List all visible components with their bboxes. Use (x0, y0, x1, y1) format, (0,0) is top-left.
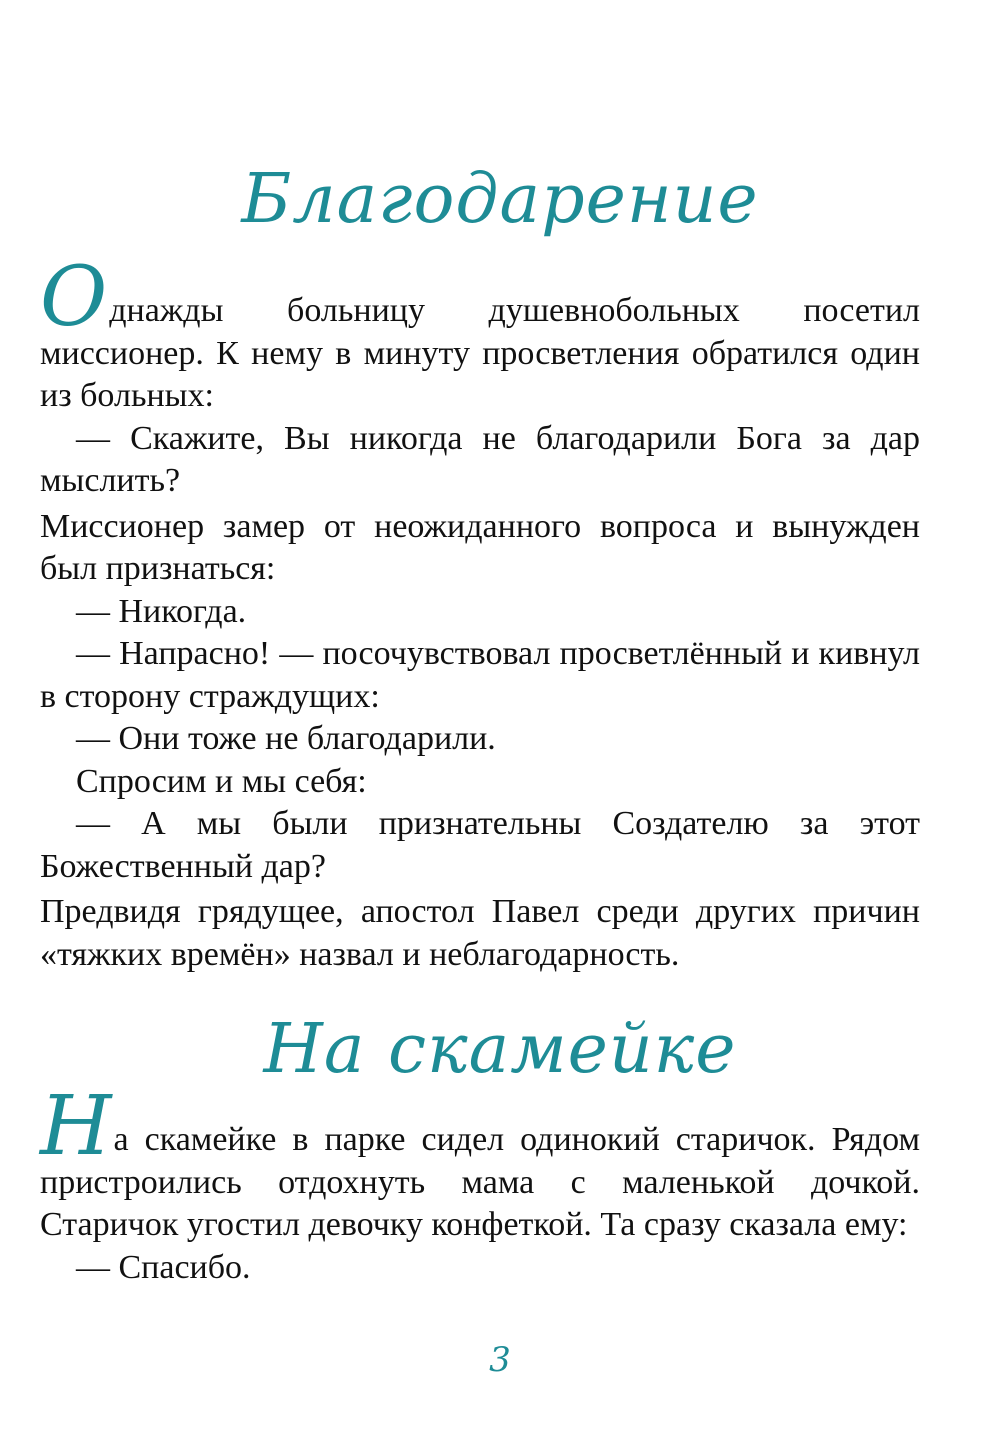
drop-cap: Н (40, 1079, 112, 1174)
paragraph: Миссионер замер от неожиданного вопроса и вынужден был признаться: (40, 507, 920, 587)
paragraph (40, 1079, 920, 1247)
section-body (40, 1079, 920, 1289)
paragraph: — Они тоже не благодарили. (76, 720, 496, 757)
paragraph-text: а скамейке в парке сидел одинокий старичок. Рядом пристроились отдохнуть мама с маленькой дочкой. Старичок угостил девочку конфеткой. Та сразу сказала ему: (40, 1121, 920, 1243)
paragraph-text: днажды больницу душевнобольных посетил миссионер. К нему в минуту просветления обратился один из больных: (40, 292, 920, 414)
paragraph: — Скажите, Вы никогда не благодарили Бога за дар мыслить? (40, 419, 920, 499)
paragraph: Предвидя грядущее, апостол Павел среди других причин «тяжких времён» назвал и неблагодарность. (40, 893, 920, 973)
section-body (40, 250, 920, 976)
paragraph: — Никогда. (76, 592, 247, 630)
section-title: Благодарение (241, 160, 759, 239)
paragraph: — А мы были признательны Создателю за этот Божественный дар? (40, 805, 920, 885)
paragraph: — Спасибо. (76, 1248, 251, 1286)
paragraph: — Напрасно! — посочувствовал просветлённый и кивнул в сторону страждущих: (40, 635, 920, 715)
paragraph: Спросим и мы себя: (76, 762, 367, 800)
paragraph (40, 250, 920, 418)
drop-cap: О (40, 250, 108, 345)
section-title: На скамейке (263, 1010, 737, 1089)
page-number: 3 (489, 1340, 511, 1380)
